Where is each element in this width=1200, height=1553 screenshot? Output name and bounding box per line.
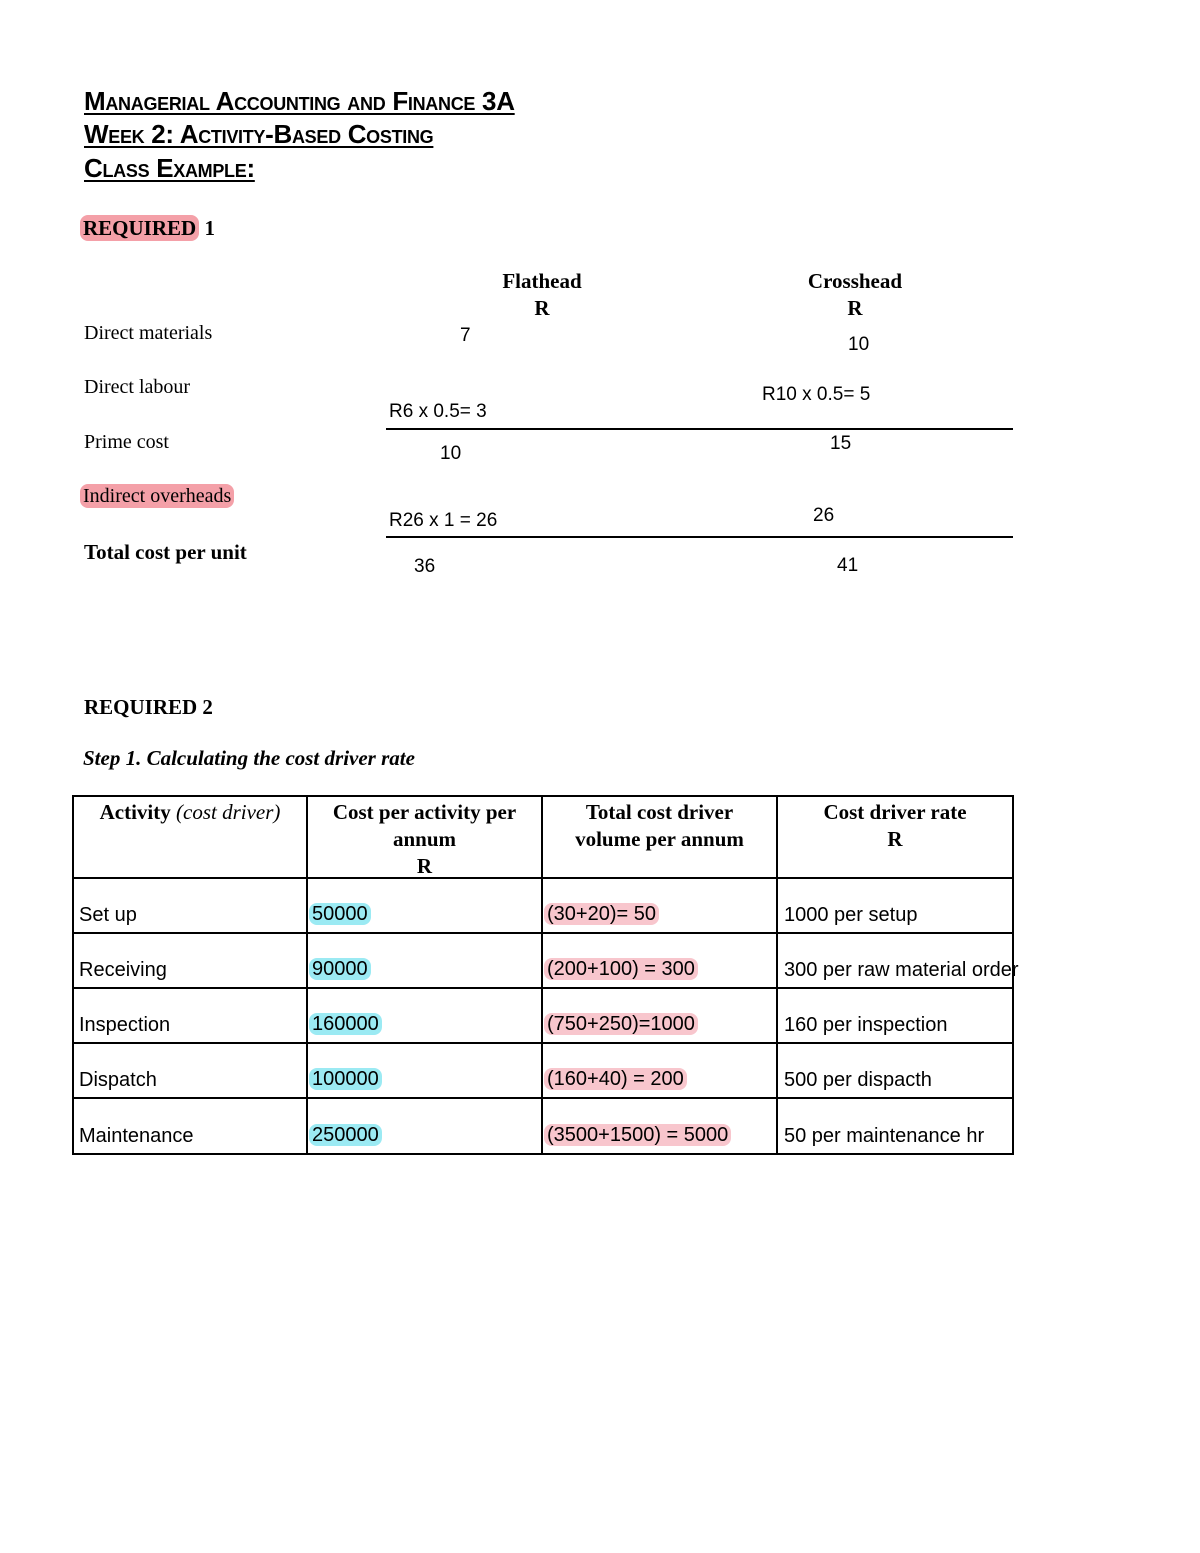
- cost-column-header: [308, 799, 541, 880]
- cost-value: 250000: [309, 1124, 382, 1146]
- volume-header-line-2: volume per annum: [575, 827, 744, 851]
- crosshead-total: 41: [837, 555, 859, 576]
- title-line-2: Week 2: Activity-Based Costing: [84, 119, 434, 149]
- flathead-direct-labour: R6 x 0.5= 3: [389, 401, 487, 422]
- volume-value: (160+40) = 200: [544, 1068, 687, 1090]
- cost-header-line-1: Cost per activity per: [332, 800, 517, 824]
- table-cell-cost: [309, 1068, 382, 1091]
- table-cell-cost: [309, 958, 371, 981]
- table-cell-activity: Dispatch: [79, 1069, 157, 1091]
- flathead-currency: R: [534, 296, 550, 320]
- table-cell-volume: [544, 958, 698, 981]
- cost-value: 100000: [309, 1068, 382, 1090]
- rate-column-header: [778, 799, 1012, 853]
- activity-header-italic: (cost driver): [176, 800, 281, 824]
- volume-value: (750+250)=1000: [544, 1013, 698, 1035]
- table-cell-rate: 160 per inspection: [784, 1014, 948, 1036]
- table-row-divider: [72, 1042, 1014, 1044]
- document-subtitle: [84, 119, 433, 150]
- step-1-heading: Step 1. Calculating the cost driver rate: [83, 746, 415, 770]
- required-1-number: 1: [199, 216, 215, 240]
- crosshead-currency: R: [847, 296, 863, 320]
- table-cell-activity: Receiving: [79, 959, 167, 981]
- subtotal-rule-2: [386, 536, 1013, 538]
- flathead-indirect-overheads: R26 x 1 = 26: [389, 510, 498, 531]
- volume-value: (3500+1500) = 5000: [544, 1124, 731, 1146]
- crosshead-name: Crosshead: [807, 269, 903, 293]
- table-cell-rate: 300 per raw material order: [784, 959, 1019, 981]
- table-cell-volume: [544, 1068, 687, 1091]
- cost-value: 50000: [309, 903, 371, 925]
- indirect-overheads-text: Indirect overheads: [80, 484, 234, 508]
- required-1-highlight: REQUIRED: [80, 215, 199, 241]
- title-line-3: Class Example:: [84, 153, 255, 183]
- activity-column-header: [74, 799, 306, 826]
- table-cell-cost: [309, 903, 371, 926]
- total-cost-label: Total cost per unit: [84, 540, 247, 564]
- table-row-divider: [72, 1097, 1014, 1099]
- subtotal-rule-1: [386, 428, 1013, 430]
- title-line-1: Managerial Accounting and Finance 3A: [84, 86, 515, 116]
- table-row-divider: [72, 932, 1014, 934]
- crosshead-prime-cost: 15: [830, 433, 852, 454]
- table-cell-cost: [309, 1124, 382, 1147]
- cost-value: 90000: [309, 958, 371, 980]
- table-cell-activity: Inspection: [79, 1014, 171, 1036]
- table-cell-volume: [544, 1124, 731, 1147]
- volume-value: (30+20)= 50: [544, 903, 659, 925]
- table-cell-rate: 50 per maintenance hr: [784, 1125, 985, 1147]
- volume-header-line-1: Total cost driver: [585, 800, 734, 824]
- table-cell-rate: 500 per dispacth: [784, 1069, 932, 1091]
- crosshead-column-header: [775, 268, 935, 322]
- table-cell-rate: 1000 per setup: [784, 904, 918, 926]
- rate-header-line-1: Cost driver rate: [823, 800, 967, 824]
- indirect-overheads-label: [80, 485, 234, 508]
- flathead-column-header: [462, 268, 622, 322]
- table-cell-volume: [544, 903, 659, 926]
- required-1-heading: [80, 216, 215, 241]
- table-cell-cost: [309, 1013, 382, 1036]
- document-title: [84, 86, 515, 117]
- class-example-heading: [84, 153, 255, 184]
- table-cell-volume: [544, 1013, 698, 1036]
- direct-materials-label: Direct materials: [84, 322, 213, 344]
- rate-header-line-2: R: [887, 827, 903, 851]
- prime-cost-label: Prime cost: [84, 431, 169, 453]
- volume-column-header: [543, 799, 776, 853]
- required-2-heading: REQUIRED 2: [84, 695, 213, 719]
- cost-value: 160000: [309, 1013, 382, 1035]
- cost-header-line-3: R: [416, 854, 433, 878]
- crosshead-indirect-overheads: 26: [813, 505, 835, 526]
- crosshead-direct-labour: R10 x 0.5= 5: [762, 384, 871, 405]
- table-cell-activity: Set up: [79, 904, 137, 926]
- flathead-direct-materials: 7: [460, 325, 471, 346]
- crosshead-direct-materials: 10: [848, 334, 870, 355]
- flathead-total: 36: [414, 556, 436, 577]
- activity-header-bold: Activity: [99, 800, 171, 824]
- cost-header-line-2: annum: [392, 827, 457, 851]
- table-row-divider: [72, 987, 1014, 989]
- table-row-divider: [72, 877, 1014, 879]
- table-cell-activity: Maintenance: [79, 1125, 194, 1147]
- direct-labour-label: Direct labour: [84, 376, 191, 398]
- flathead-name: Flathead: [502, 269, 582, 293]
- flathead-prime-cost: 10: [440, 443, 462, 464]
- volume-value: (200+100) = 300: [544, 958, 698, 980]
